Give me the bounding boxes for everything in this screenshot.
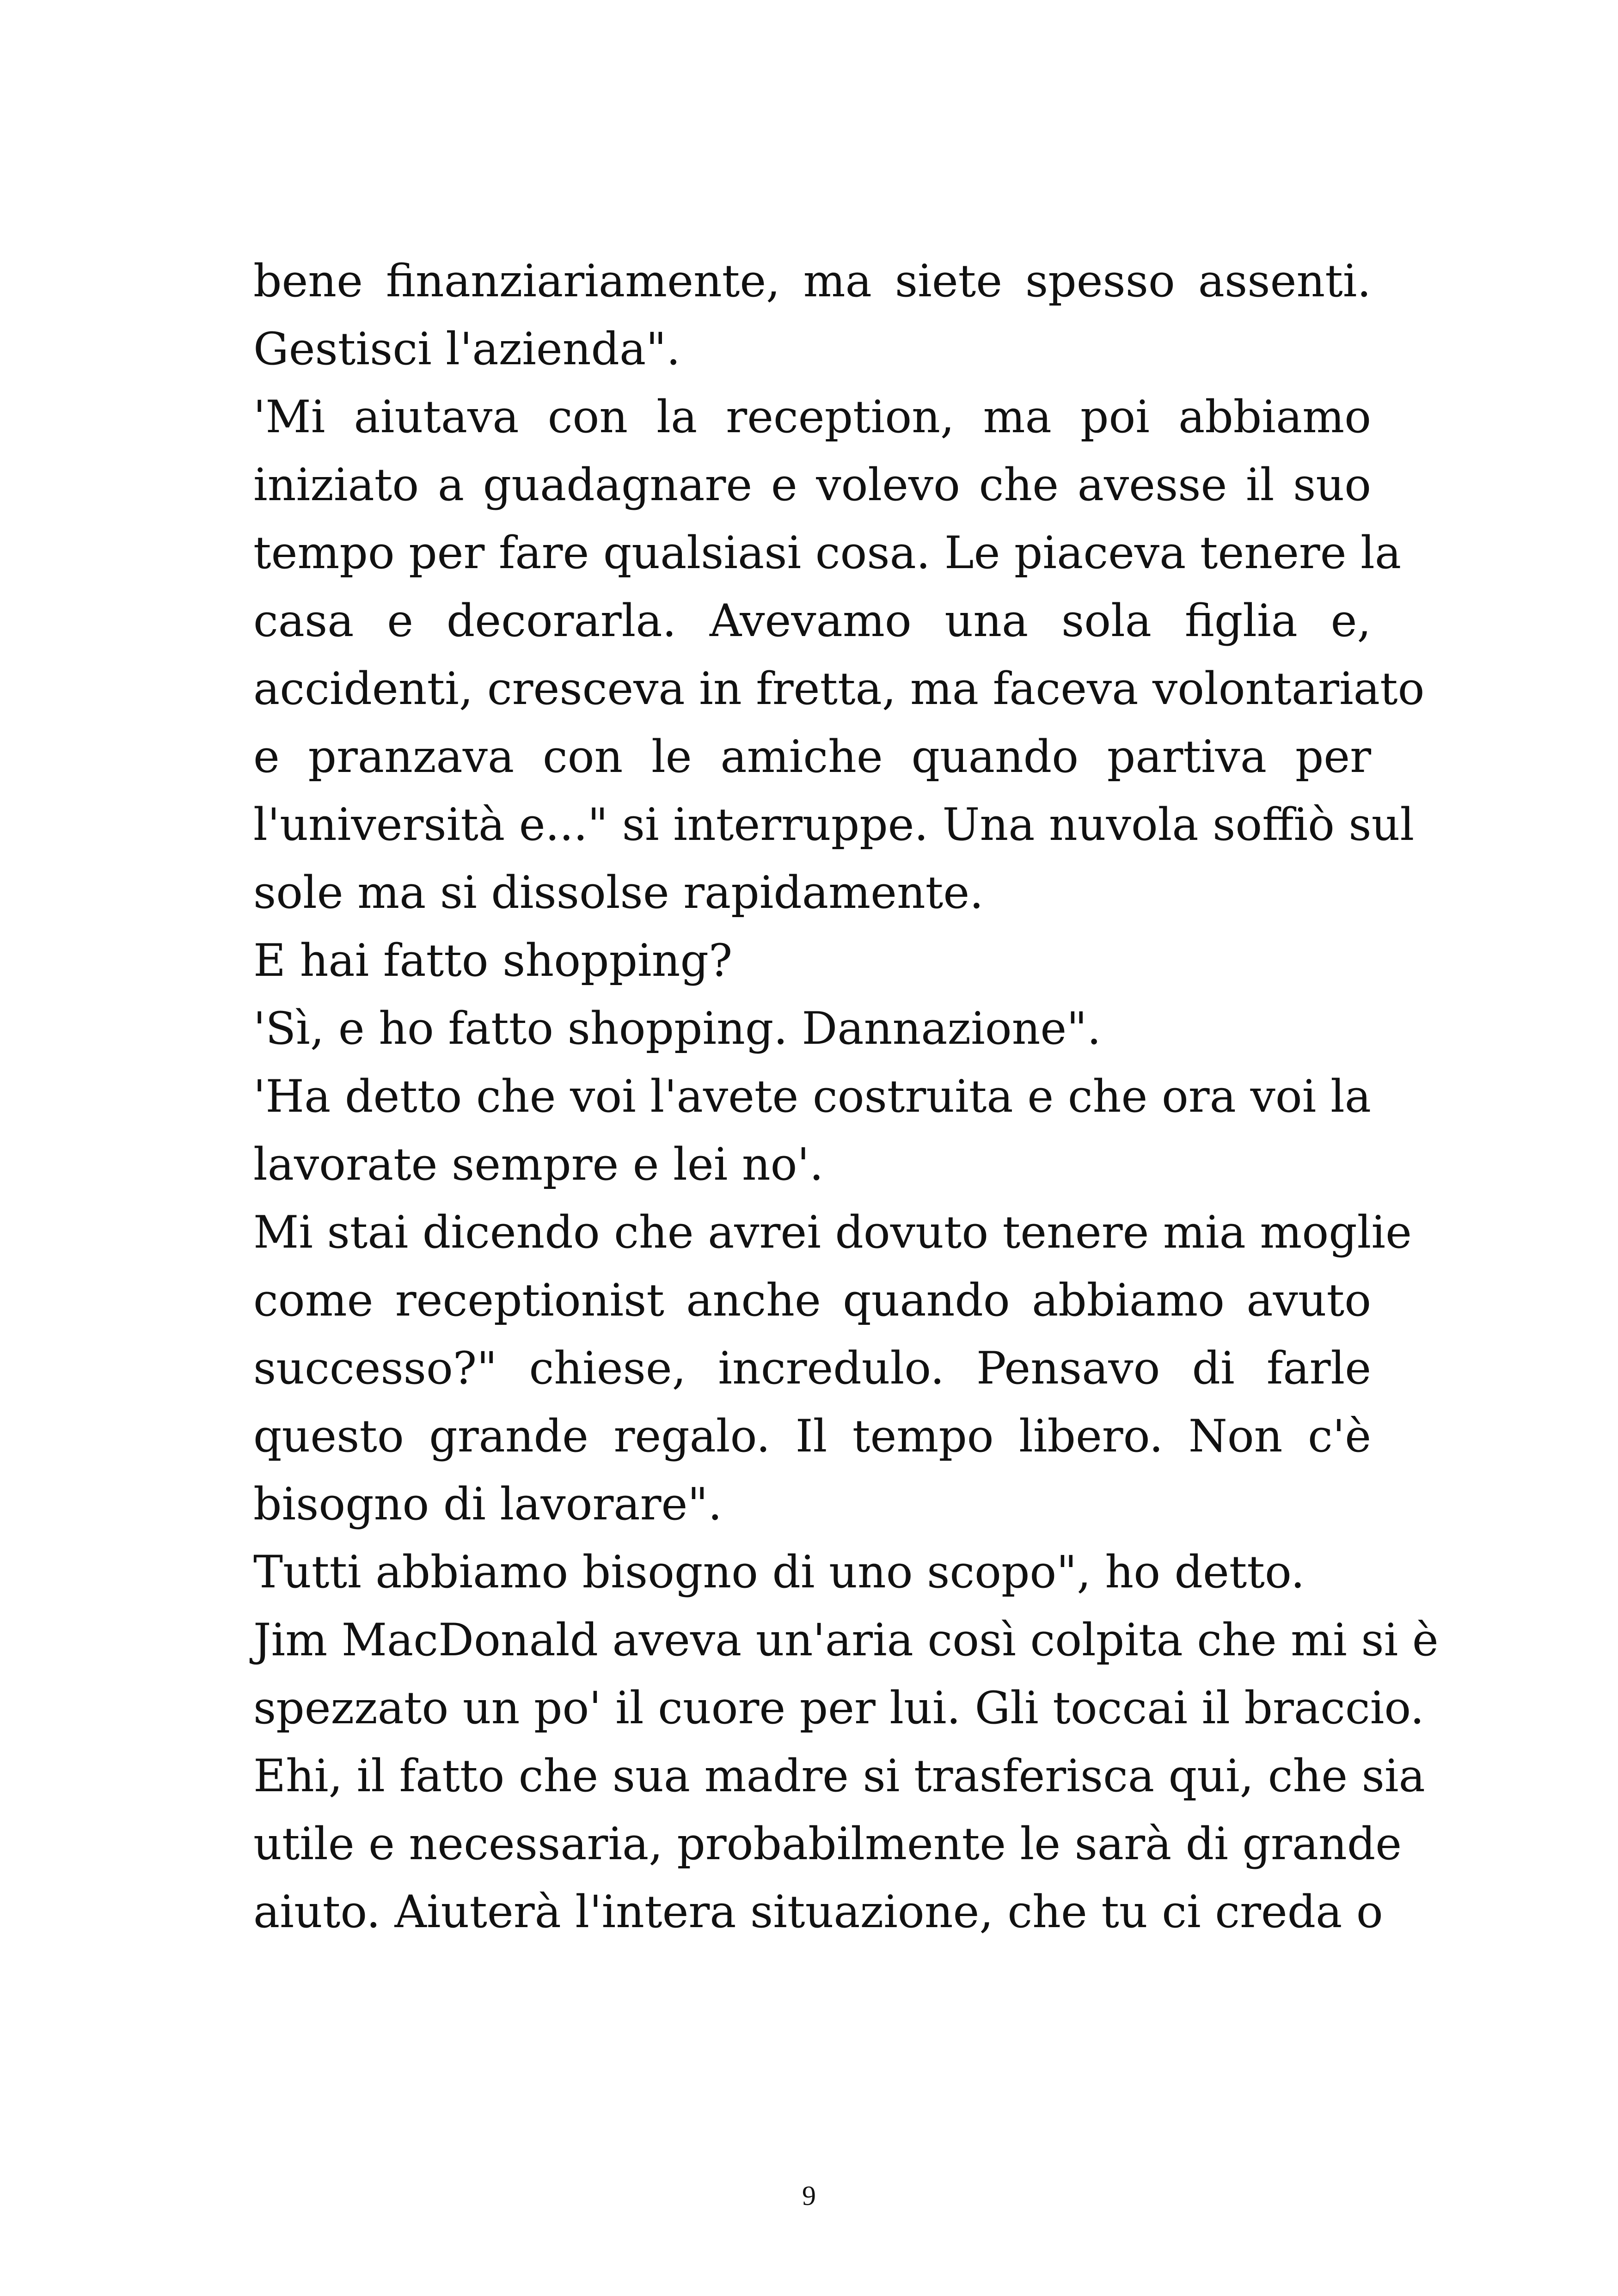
page-number: 9 bbox=[802, 2180, 816, 2211]
body-text bbox=[253, 247, 1439, 1946]
text-line: bene finanziariamente, ma siete spesso assenti. bbox=[253, 255, 1371, 307]
text-line: 'Ha detto che voi l'avete costruita e che ora voi la bbox=[253, 1071, 1371, 1122]
text-line: iniziato a guadagnare e volevo che avesse il suo bbox=[253, 459, 1371, 511]
text-line: spezzato un po' il cuore per lui. Gli toccai il braccio. bbox=[253, 1682, 1424, 1734]
text-line: casa e decorarla. Avevamo una sola figlia e, bbox=[253, 595, 1371, 647]
text-line: successo?" chiese, incredulo. Pensavo di farle bbox=[253, 1342, 1371, 1394]
text-line: Ehi, il fatto che sua madre si trasferisca qui, che sia bbox=[253, 1750, 1425, 1802]
text-line: Gestisci l'azienda". bbox=[253, 323, 680, 375]
text-line: 'Mi aiutava con la reception, ma poi abbiamo bbox=[253, 391, 1371, 443]
text-line: lavorate sempre e lei no'. bbox=[253, 1139, 824, 1190]
text-line: Jim MacDonald aveva un'aria così colpita che mi si è bbox=[253, 1614, 1439, 1666]
text-line: Mi stai dicendo che avrei dovuto tenere mia moglie bbox=[253, 1206, 1412, 1258]
text-line: E hai fatto shopping? bbox=[253, 935, 733, 986]
text-line: sole ma si dissolse rapidamente. bbox=[253, 867, 984, 918]
text-line: e pranzava con le amiche quando partiva per bbox=[253, 731, 1371, 783]
text-line: accidenti, cresceva in fretta, ma faceva volontariato bbox=[253, 663, 1425, 715]
text-line: tempo per fare qualsiasi cosa. Le piaceva tenere la bbox=[253, 527, 1402, 579]
text-line: Tutti abbiamo bisogno di uno scopo", ho detto. bbox=[253, 1546, 1305, 1598]
text-line: come receptionist anche quando abbiamo avuto bbox=[253, 1274, 1371, 1326]
text-line: utile e necessaria, probabilmente le sarà di grande bbox=[253, 1818, 1402, 1870]
text-line: questo grande regalo. Il tempo libero. Non c'è bbox=[253, 1410, 1371, 1462]
text-line: bisogno di lavorare". bbox=[253, 1478, 722, 1530]
text-line: l'università e..." si interruppe. Una nuvola soffiò sul bbox=[253, 799, 1415, 851]
text-line: aiuto. Aiuterà l'intera situazione, che tu ci creda o bbox=[253, 1886, 1383, 1938]
text-line: 'Sì, e ho fatto shopping. Dannazione". bbox=[253, 1003, 1101, 1054]
